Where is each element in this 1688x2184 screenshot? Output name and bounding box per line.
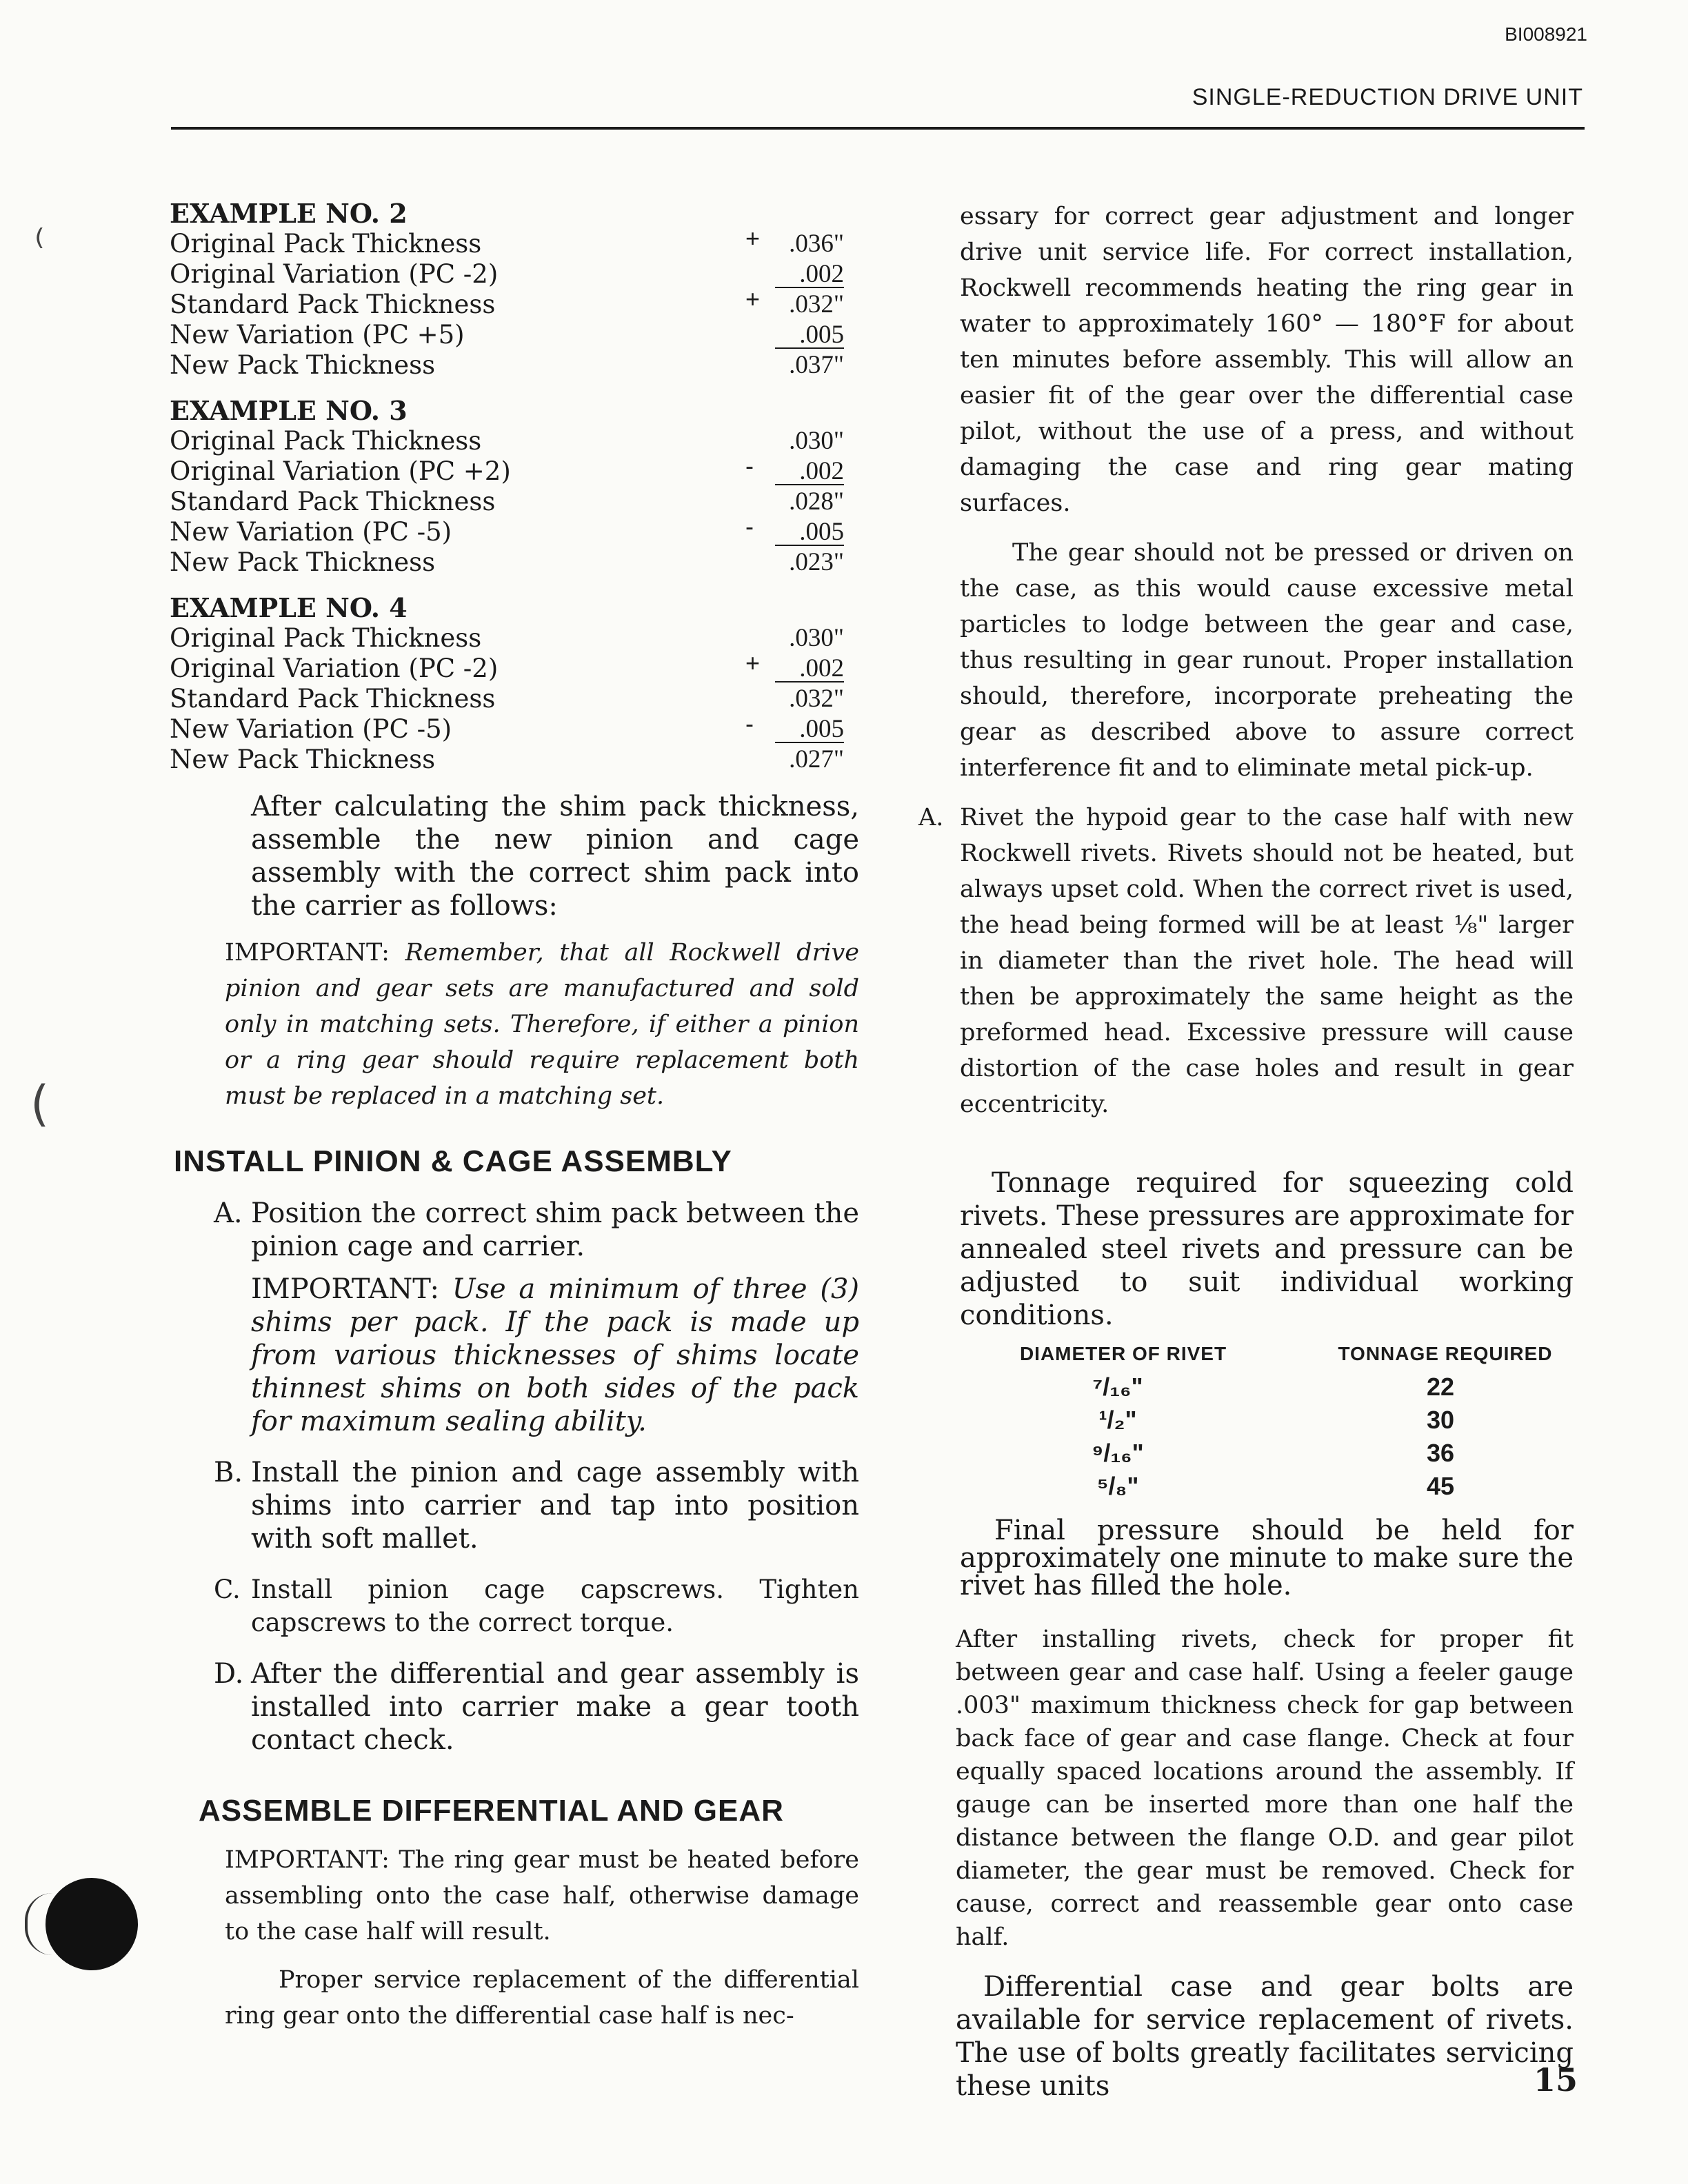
row-value: .005 (775, 714, 844, 743)
proper-service-paragraph: Proper service replacement of the differential ring gear onto the differential case half is nec- (225, 1966, 859, 2030)
example-row (170, 285, 859, 320)
important-shims (251, 1273, 859, 1438)
row-label: Original Pack Thickness (170, 426, 482, 456)
scan-mark-top: ⁽ (34, 221, 45, 269)
row-label: Original Pack Thickness (170, 229, 482, 259)
document-id: BI008921 (1505, 23, 1587, 45)
example-row (170, 745, 859, 775)
row-value: .030" (789, 624, 844, 652)
important-text: Remember, that all Rockwell drive pinion and gear sets are manufactured and sold only in matching sets. Therefore, if either a pinion or a ring gear should require replacement both must be replaced in a matching set. (225, 939, 859, 1110)
row-sign: - (745, 709, 754, 738)
step-letter: D. (214, 1658, 244, 1690)
tonnage-required: 36 (1426, 1439, 1455, 1467)
row-label: Original Variation (PC -2) (170, 259, 499, 289)
row-label: Standard Pack Thickness (170, 684, 496, 714)
row-value: .002 (775, 456, 844, 485)
rivet-diameter: ⁷/₁₆" (1092, 1373, 1143, 1401)
step-a (214, 1197, 859, 1263)
col-diameter-header: DIAMETER OF RIVET (1019, 1343, 1227, 1364)
tonnage-intro: Tonnage required for squeezing cold rivets. These pressures are approximate for annealed steel rivets and pressure can be adjusted to suit individual working conditions. (960, 1167, 1574, 1331)
example-title: EXAMPLE NO. 2 (170, 198, 408, 229)
after-installing-paragraph: After installing rivets, check for proper fit between gear and case half. Using a feeler gauge .003" maximum thickness check for gap between back face of gear and case flange. Check at four equally spaced locations around the assembly. If gauge can be inserted more than one half the distance between the flange O.D. and gear pilot diameter, the gear must be removed. Check for cause, correct and reassemble gear onto case half. (956, 1626, 1574, 1951)
heating-paragraph: essary for correct gear adjustment and longer drive unit service life. For correct installation, Rockwell recommends heating the ring gear in water to approximately 160° — 180°F for about ten minutes before assembly. This will allow an easier fit of the gear over the differential case pilot, without the use of a press, and without damaging the case and ring gear mating surfaces. (960, 203, 1574, 517)
bolts-paragraph: Differential case and gear bolts are available for service replacement of rivets. The use of bolts greatly facilitates servicing these units (956, 1971, 1574, 2102)
example-row (170, 684, 859, 714)
row-label: New Variation (PC -5) (170, 517, 452, 547)
scan-mark-mid: ( (30, 1075, 50, 1132)
row-sign: - (745, 512, 754, 540)
important-matching-sets (225, 935, 859, 1114)
row-value: .023" (789, 548, 844, 576)
step-b (214, 1456, 859, 1555)
step-letter: A. (214, 1197, 243, 1229)
important-ring-gear: IMPORTANT: The ring gear must be heated before assembling onto the case half, otherwise damage to the case half will result. (225, 1846, 859, 1945)
table-header (918, 1343, 1574, 1371)
tonnage-required: 30 (1426, 1406, 1455, 1434)
important-label: IMPORTANT: (225, 939, 390, 967)
step-text: Install pinion cage capscrews. Tighten capscrews to the correct torque. (251, 1575, 859, 1637)
example-row (170, 426, 859, 456)
final-pressure-paragraph: Final pressure should be held for approximately one minute to make sure the rivet has filled the hole. (960, 1515, 1574, 1601)
example-row (170, 350, 859, 381)
step-letter: B. (214, 1457, 243, 1488)
rivet-step-a (918, 800, 1574, 1122)
install-heading: INSTALL PINION & CAGE ASSEMBLY (174, 1144, 732, 1178)
table-body (918, 1371, 1574, 1503)
example-block (170, 396, 859, 578)
row-sign: + (745, 649, 761, 677)
tonnage-required: 45 (1426, 1472, 1455, 1500)
rivet-diameter: ⁹/₁₆" (1092, 1439, 1144, 1467)
example-row (170, 649, 859, 684)
row-value: .002 (775, 259, 844, 288)
row-label: New Pack Thickness (170, 547, 436, 577)
rivet-tonnage-table (918, 1343, 1574, 1503)
important-text: Use a minimum of three (3) shims per pack. If the pack is made up from various thicknesses of shims locate thinnest shims on both sides of the pack for maximum sealing ability. (251, 1273, 859, 1437)
section-title: SINGLE-REDUCTION DRIVE UNIT (1192, 84, 1583, 110)
row-value: .005 (775, 320, 844, 349)
row-value: .030" (789, 427, 844, 455)
header-rule (171, 127, 1585, 130)
example-block (170, 593, 859, 775)
table-row (918, 1437, 1574, 1470)
row-value: .027" (789, 745, 844, 774)
example-row (170, 487, 859, 517)
assemble-heading: ASSEMBLE DIFFERENTIAL AND GEAR (199, 1794, 784, 1828)
row-label: Standard Pack Thickness (170, 487, 496, 516)
row-label: New Variation (PC -5) (170, 714, 452, 744)
examples (170, 199, 859, 775)
example-block (170, 199, 859, 381)
row-label: Standard Pack Thickness (170, 290, 496, 319)
tonnage-required: 22 (1426, 1373, 1455, 1401)
example-row (170, 547, 859, 578)
rivet-diameter: ¹/₂" (1098, 1406, 1137, 1434)
table-row (918, 1470, 1574, 1503)
rivet-diameter: ⁵/₈" (1096, 1472, 1139, 1500)
step-c (214, 1573, 859, 1639)
row-value: .032" (789, 685, 844, 713)
page-number: 15 (1533, 2061, 1578, 2099)
example-row (170, 452, 859, 487)
step-text: Install the pinion and cage assembly with shims into carrier and tap into position with soft mallet. (251, 1457, 859, 1555)
row-label: Original Variation (PC -2) (170, 654, 499, 683)
table-row (918, 1371, 1574, 1404)
step-text: After the differential and gear assembly is installed into carrier make a gear tooth contact check. (251, 1658, 859, 1756)
step-d (214, 1657, 859, 1757)
row-label: Original Pack Thickness (170, 623, 482, 653)
after-calc-paragraph: After calculating the shim pack thickness, assemble the new pinion and cage assembly with the correct shim pack into the carrier as follows: (251, 791, 859, 922)
col-tonnage-header: TONNAGE REQUIRED (1338, 1343, 1553, 1364)
binder-hole (46, 1878, 138, 1970)
example-row (170, 512, 859, 547)
row-value: .005 (775, 517, 844, 546)
row-value: .002 (775, 654, 844, 682)
row-label: New Pack Thickness (170, 745, 436, 774)
example-title: EXAMPLE NO. 3 (170, 395, 408, 426)
row-sign: + (745, 224, 761, 252)
example-row (170, 709, 859, 745)
row-label: New Variation (PC +5) (170, 320, 465, 350)
install-steps (214, 1197, 859, 1757)
row-value: .032" (789, 290, 844, 318)
step-text: Rivet the hypoid gear to the case half with new Rockwell rivets. Rivets should not be heated, but always upset cold. When the correct rivet is used, the head being formed will be at least ⅛" larger in diameter than the rivet hole. The head will then be approximately the same height as the preformed head. Excessive pressure will cause distortion of the case holes and result in gear eccentricity. (960, 804, 1574, 1118)
left-column (170, 199, 859, 2034)
step-letter: A. (918, 804, 944, 831)
example-row (170, 224, 859, 259)
example-title: EXAMPLE NO. 4 (170, 592, 408, 623)
row-sign: + (745, 285, 761, 313)
row-sign: - (745, 452, 754, 480)
row-value: .028" (789, 487, 844, 516)
step-text: Position the correct shim pack between the pinion cage and carrier. (251, 1197, 859, 1262)
example-row (170, 320, 859, 350)
row-label: Original Variation (PC +2) (170, 456, 511, 486)
table-row (918, 1404, 1574, 1437)
important-label: IMPORTANT: (251, 1273, 439, 1305)
row-label: New Pack Thickness (170, 350, 436, 380)
no-press-paragraph: The gear should not be pressed or driven on the case, as this would cause excessive metal particles to lodge between the gear and case, thus resulting in gear runout. Proper installation should, therefore, incorporate preheating the gear as described above to assure correct interference fit and to eliminate metal pick-up. (960, 539, 1574, 782)
right-column (918, 199, 1574, 2103)
row-value: .036" (789, 230, 844, 258)
step-letter: C. (214, 1575, 241, 1604)
row-value: .037" (789, 351, 844, 379)
